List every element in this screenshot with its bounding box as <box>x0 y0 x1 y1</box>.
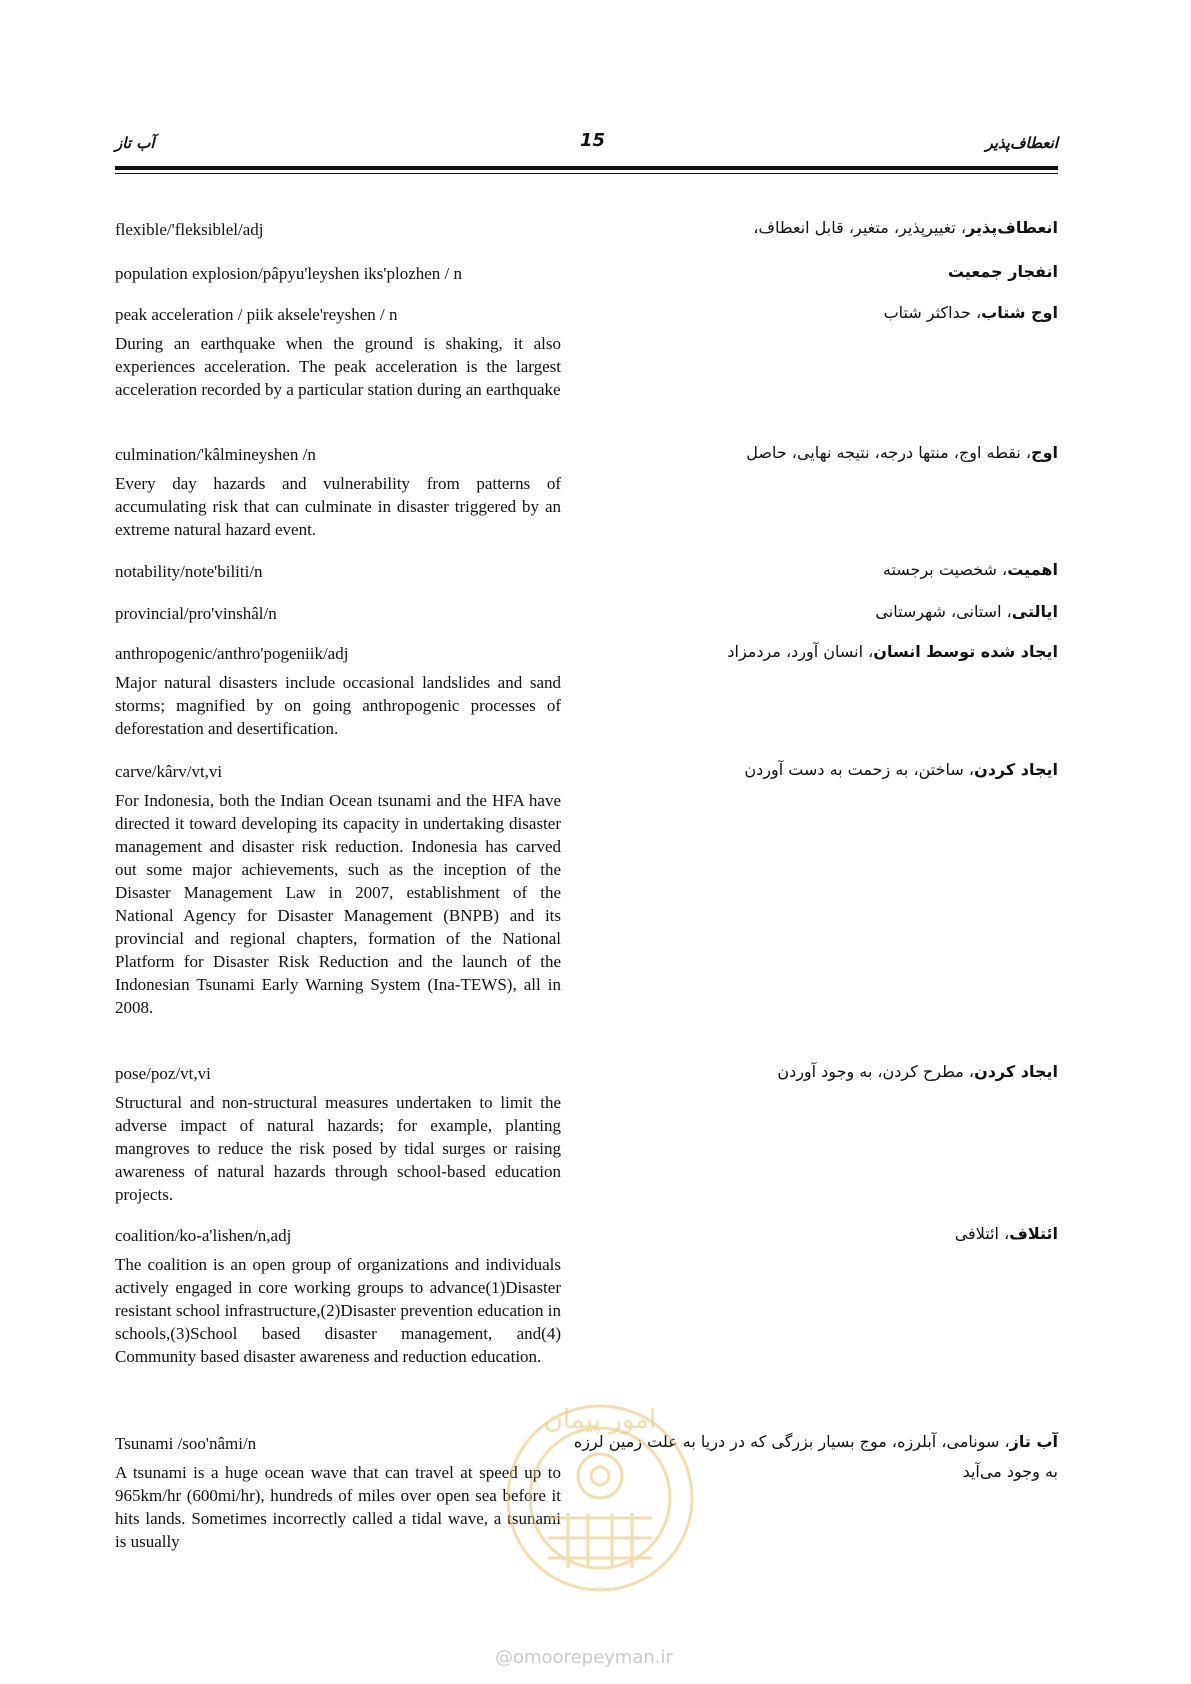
english-column <box>115 561 561 583</box>
entry-term: provincial/pro'vinshâl/n <box>115 604 277 623</box>
persian-headword: ایجاد کردن <box>974 760 1058 779</box>
entry-term: population explosion/pâpyu'leyshen iks'plozhen / n <box>115 264 463 283</box>
persian-headword: انعطاف‌پذیر <box>966 218 1058 237</box>
entry-term: Tsunami /soo'nâmi/n <box>115 1434 257 1453</box>
entry-definition: Structural and non-structural measures undertaken to limit the adverse impact of natural hazards; for example, planting mangroves to reduce the risk posed by tidal surges or raising awareness of natural hazards through school-based education projects. <box>115 1093 561 1204</box>
persian-meaning: ، شخصیت برجسته <box>882 560 1008 579</box>
persian-column <box>538 298 1058 328</box>
entry-term: pose/poz/vt,vi <box>115 1064 211 1083</box>
persian-meaning: ، ائتلافی <box>954 1224 1010 1243</box>
header-right-title: انعطاف‌پذیر <box>985 134 1058 152</box>
persian-headword: اهمیت <box>1007 560 1058 579</box>
persian-column <box>538 755 1058 785</box>
persian-column <box>538 257 1058 287</box>
persian-column <box>538 1219 1058 1249</box>
page-number: 15 <box>580 130 606 151</box>
persian-meaning: ، استانی، شهرستانی <box>875 602 1012 621</box>
english-column <box>115 761 561 1019</box>
entry-definition: The coalition is an open group of organizations and individuals actively engaged in core working groups to advance(1)Disaster resistant school infrastructure,(2)Disaster prevention education in schools,(3)School based disaster management, and(4) Community based disaster awareness and reduction education. <box>115 1255 561 1366</box>
persian-meaning: ، مطرح کردن، به وجود آوردن <box>777 1062 975 1081</box>
persian-headword: اوج شتاب <box>981 303 1058 322</box>
entry-term: anthropogenic/anthro'pogeniik/adj <box>115 644 349 663</box>
entry-term: flexible/'fleksiblel/adj <box>115 220 264 239</box>
persian-meaning: ، تغییرپذیر، متغیر، قابل انعطاف، <box>753 218 967 237</box>
persian-headword: انفجار جمعیت <box>947 262 1058 281</box>
entry-definition: For Indonesia, both the Indian Ocean tsunami and the HFA have directed it toward developing its capacity in undertaking disaster management and disaster risk reduction. Indonesia has carved out some major achievements, such as the inception of the Disaster Management Law in 2007, establishment of the National Agency for Disaster Management (BNPB) and its provincial and regional chapters, formation of the National Platform for Disaster Risk Reduction and the launch of the Indonesian Tsunami Early Warning System (Ina-TEWS), all in 2008. <box>115 791 561 1017</box>
persian-headword: آب تاز <box>1009 1432 1058 1451</box>
header-rule-thick <box>115 166 1058 170</box>
persian-headword: ائتلاف <box>1009 1224 1058 1243</box>
persian-meaning: ، ساختن، به زحمت به دست آوردن <box>744 760 975 779</box>
persian-headword: ایجاد کردن <box>974 1062 1058 1081</box>
entry-term: peak acceleration / piik aksele'reyshen / n <box>115 305 398 324</box>
persian-headword: ایجاد شده توسط انسان <box>873 642 1058 661</box>
english-column <box>115 219 561 241</box>
entry-definition: Major natural disasters include occasional landslides and sand storms; magnified by on going anthropogenic processes of deforestation and desertification. <box>115 673 561 738</box>
english-column <box>115 444 561 541</box>
persian-headword: اوج <box>1031 443 1058 462</box>
persian-column <box>538 438 1058 468</box>
persian-meaning: ، انسان آورد، مردمزاد <box>727 642 874 661</box>
english-column <box>115 1225 561 1368</box>
persian-headword: ایالتی <box>1011 602 1058 621</box>
entry-definition: Every day hazards and vulnerability from patterns of accumulating risk that can culminate in disaster triggered by an extreme natural hazard event. <box>115 474 561 539</box>
header-left-title: آب تاز <box>115 134 155 152</box>
entry-term: carve/kârv/vt,vi <box>115 762 223 781</box>
english-column <box>115 263 561 285</box>
persian-column <box>558 1427 1058 1487</box>
watermark-text: @omoorepeyman.ir <box>495 1647 673 1668</box>
persian-column <box>538 213 1058 243</box>
english-column <box>115 1433 561 1553</box>
persian-meaning: ، حداکثر شتاب <box>883 303 982 322</box>
entry-term: culmination/'kâlmineyshen /n <box>115 445 316 464</box>
entry-term: coalition/ko-a'lishen/n,adj <box>115 1226 292 1245</box>
entry-term: notability/note'biliti/n <box>115 562 263 581</box>
persian-column <box>538 637 1058 667</box>
english-column <box>115 603 561 625</box>
persian-column <box>538 555 1058 585</box>
english-column <box>115 1063 561 1206</box>
english-column <box>115 304 561 401</box>
watermark-logo-text: امور پیمان <box>543 1405 657 1435</box>
persian-column <box>538 1057 1058 1087</box>
persian-meaning: ، سونامی، آبلرزه، موج بسیار بزرگی که در دریا به علت زمین لرزه به وجود می‌آید <box>573 1432 1058 1481</box>
entry-definition: A tsunami is a huge ocean wave that can travel at speed up to 965km/hr (600mi/hr), hundreds of miles over open sea before it hits lands. Sometimes incorrectly called a tidal wave, a tsunami is usually <box>115 1463 561 1551</box>
entry-definition: During an earthquake when the ground is shaking, it also experiences acceleration. The peak acceleration is the largest acceleration recorded by a particular station during an earthquake <box>115 334 561 399</box>
page-header <box>115 130 1058 170</box>
persian-meaning: ، نقطه اوج، منتها درجه، نتیجه نهایی، حاصل <box>746 443 1032 462</box>
persian-column <box>538 597 1058 627</box>
header-rule-thin <box>115 173 1058 174</box>
english-column <box>115 643 561 740</box>
